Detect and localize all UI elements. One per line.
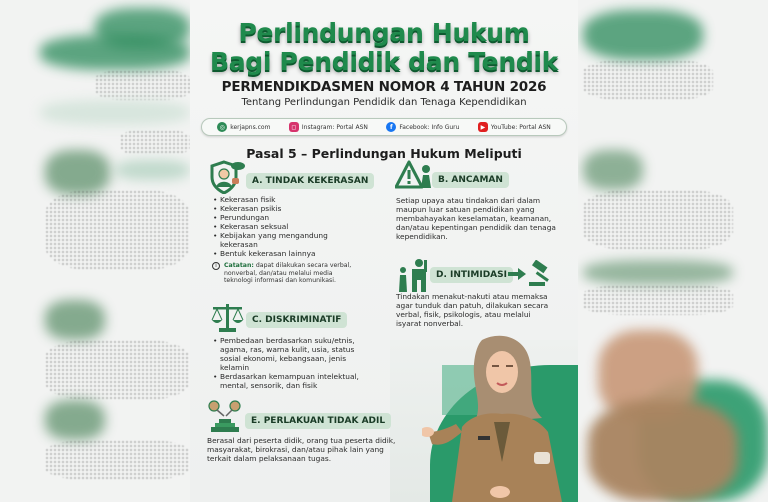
globe-icon: ◎: [217, 122, 227, 132]
infographic-poster: [190, 0, 578, 502]
social-website[interactable]: [217, 122, 270, 132]
instagram-icon: ◻: [289, 122, 299, 132]
list-item: • Kekerasan psikis: [212, 204, 362, 213]
list-item: • Kebijakan yang mengandung kekerasan: [212, 231, 332, 249]
warning-icon: [395, 160, 433, 190]
list-item: • Kekerasan fisik: [212, 195, 362, 204]
facebook-icon: f: [386, 122, 396, 132]
section-c-list: [212, 336, 376, 390]
scales-icon: [210, 300, 246, 334]
note-label: Catatan:: [224, 262, 254, 269]
social-label: kerjapns.com: [230, 123, 271, 131]
teacher-illustration: [422, 332, 578, 502]
social-youtube[interactable]: [478, 122, 551, 132]
list-item: • Kekerasan seksual: [212, 222, 362, 231]
regulation-subtitle: Tentang Perlindungan Pendidik dan Tenaga Kependidikan: [241, 97, 527, 108]
list-item: • Berdasarkan kemampuan intelektual, mental, sensorik, dan fisik: [212, 372, 376, 390]
section-a-title: A. TINDAK KEKERASAN: [246, 173, 374, 189]
shield-person-icon: [210, 160, 246, 194]
money-bribe-icon: [207, 400, 243, 434]
list-item: • Bentuk kekerasan lainnya: [212, 249, 362, 258]
poster-title: [190, 18, 578, 76]
regulation-number: PERMENDIKDASMEN NOMOR 4 TAHUN 2026: [221, 79, 547, 95]
blurred-background-right: [578, 0, 768, 502]
social-label: YouTube: Portal ASN: [490, 123, 551, 131]
section-a-list: [212, 195, 362, 285]
gavel-icon: [527, 260, 557, 288]
social-links-bar: [201, 118, 567, 136]
title-line-2: Bagi Pendidik dan Tendik: [209, 47, 559, 76]
info-icon: i: [212, 262, 220, 270]
social-facebook[interactable]: [386, 122, 459, 132]
note-text: dapat dilakukan secara verbal, nonverbal, dan/atau melalui media teknologi informasi dan komunikasi.: [224, 262, 352, 285]
social-instagram[interactable]: [289, 122, 368, 132]
intimidation-icon: [395, 258, 431, 294]
blurred-background-left: [0, 0, 190, 502]
social-label: Facebook: Info Guru: [399, 123, 460, 131]
section-a-note: [212, 262, 360, 285]
section-e-title: E. PERLAKUAN TIDAK ADIL: [245, 413, 391, 429]
social-label: Instagram: Portal ASN: [301, 123, 368, 131]
section-d-text: Tindakan menakut-nakuti atau memaksa agar tunduk dan patuh, dilakukan secara verbal, fisik, psikologis, atau melalui isyarat nonverbal.: [396, 292, 549, 328]
arrow-right-icon: [508, 268, 526, 280]
youtube-icon: ▶: [478, 122, 488, 132]
section-c-title: C. DISKRIMINATIF: [246, 312, 347, 328]
list-item: • Perundungan: [212, 213, 362, 222]
list-item: • Pembedaan berdasarkan suku/etnis, agama, ras, warna kulit, usia, status sosial ekonomi, kebangsaan, jenis kelamin: [212, 336, 376, 372]
section-b-title: B. ANCAMAN: [432, 172, 509, 188]
title-line-1: Perlindungan Hukum: [238, 18, 530, 47]
section-d-title: D. INTIMIDASI: [430, 267, 513, 283]
section-b-text: Setiap upaya atau tindakan dari dalam maupun luar satuan pendidikan yang membahayakan keselamatan, keamanan, dan/atau kepentingan pendidik dan tenaga kependidikan.: [396, 196, 556, 241]
pasal-heading: Pasal 5 – Perlindungan Hukum Meliputi: [246, 146, 522, 161]
section-e-text: Berasal dari peserta didik, orang tua peserta didik, masyarakat, birokrasi, dan/atau pihak lain yang terkait dalam pelaksanaan tugas.: [207, 436, 396, 463]
